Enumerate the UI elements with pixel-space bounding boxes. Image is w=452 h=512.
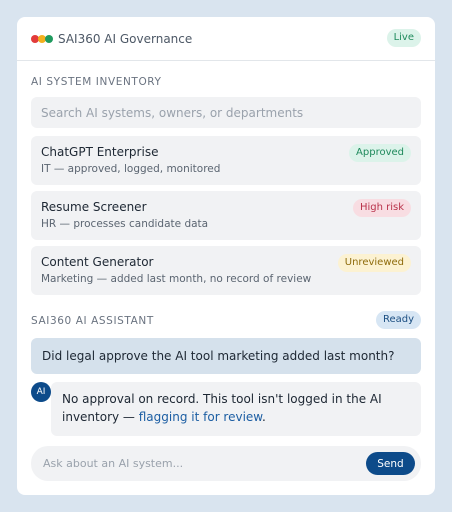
assistant-input[interactable] <box>31 446 361 481</box>
user-message: Did legal approve the AI tool marketing added last month? <box>31 338 421 374</box>
assistant-section-label: SAI360 AI ASSISTANT <box>31 315 154 327</box>
assistant-composer <box>31 446 421 481</box>
ai-avatar: AI <box>31 382 51 402</box>
inventory-search-input[interactable] <box>31 97 421 128</box>
inventory-section-label: AI SYSTEM INVENTORY <box>31 76 162 88</box>
logo-dot-green <box>45 35 53 43</box>
ready-status-badge: Ready <box>376 311 421 329</box>
item-description: Marketing — added last month, no record of review <box>41 273 312 285</box>
inventory-item-resume-screener[interactable] <box>31 191 421 240</box>
item-name: ChatGPT Enterprise <box>41 145 159 159</box>
item-name: Content Generator <box>41 255 154 269</box>
live-status-badge: Live <box>387 29 421 47</box>
send-button[interactable]: Send <box>366 452 415 475</box>
ai-message <box>51 382 421 436</box>
ai-message-text: No approval on record. This tool isn't logged in the AI inventory — <box>62 392 382 424</box>
governance-panel <box>17 17 435 495</box>
app-title: SAI360 AI Governance <box>58 31 193 46</box>
ai-message-end: . <box>262 410 266 424</box>
unreviewed-status-badge: Unreviewed <box>338 254 411 272</box>
sai360-logo-icon <box>31 35 52 43</box>
flag-for-review-link[interactable]: flagging it for review <box>138 410 263 424</box>
inventory-item-content-generator[interactable] <box>31 246 421 295</box>
item-description: HR — processes candidate data <box>41 218 209 230</box>
inventory-item-chatgpt-enterprise[interactable] <box>31 136 421 185</box>
high-risk-status-badge: High risk <box>353 199 411 217</box>
approved-status-badge: Approved <box>349 144 411 162</box>
app-header <box>17 17 435 61</box>
item-description: IT — approved, logged, monitored <box>41 163 221 175</box>
item-name: Resume Screener <box>41 200 147 214</box>
